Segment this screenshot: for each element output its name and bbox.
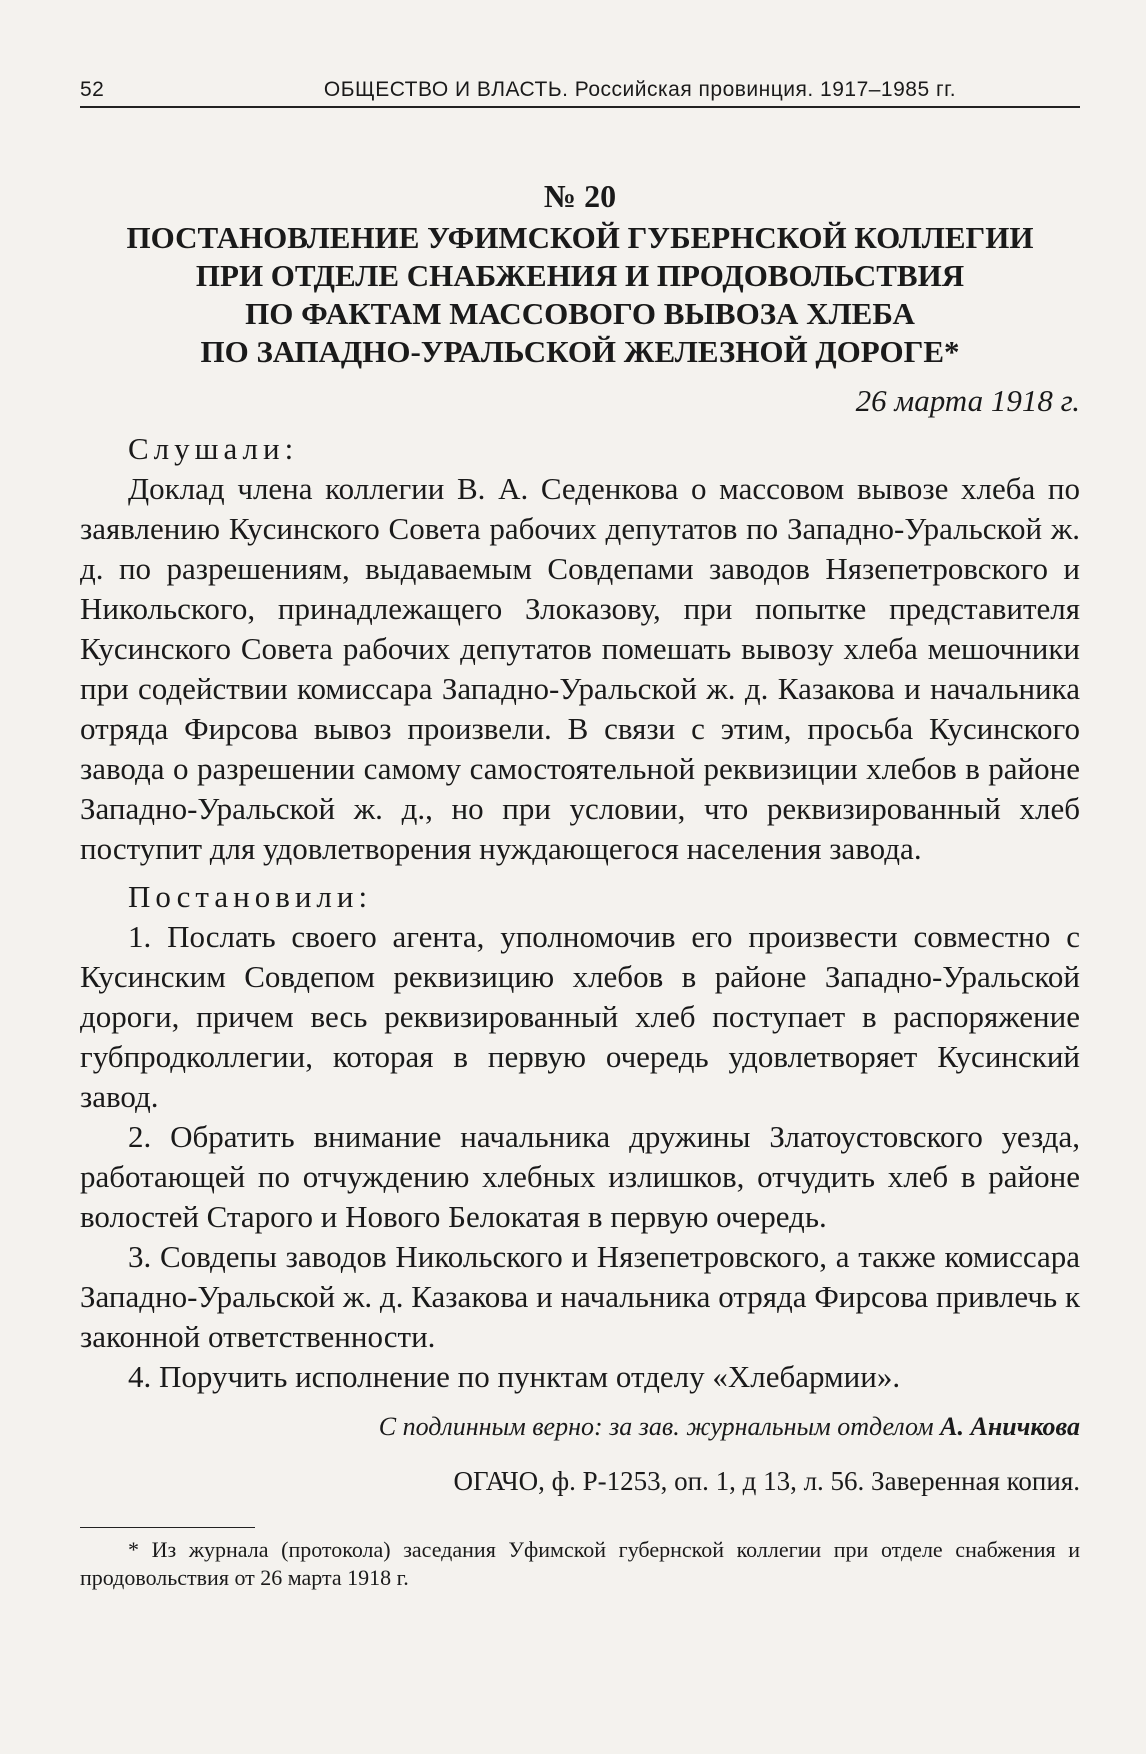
certification-signature	[80, 1407, 1080, 1447]
series-title: ОБЩЕСТВО И ВЛАСТЬ. Российская провинция. 1917–1985 гг.	[323, 78, 957, 101]
title-line: ПОСТАНОВЛЕНИЕ УФИМСКОЙ ГУБЕРНСКОЙ КОЛЛЕГИИ	[126, 220, 1034, 255]
signature-prefix: С подлинным верно: за зав. журнальным отделом	[378, 1412, 934, 1441]
signature-name: А. Аничкова	[940, 1412, 1080, 1441]
resolution-item: 3. Совдепы заводов Никольского и Нязепетровского, а также комиссара Западно-Уральской ж. д. Казакова и начальника отряда Фирсова привлечь к законной ответственности.	[80, 1239, 1080, 1354]
footnote-divider	[80, 1527, 255, 1528]
resolved-heading: Постановили:	[128, 879, 373, 914]
heard-heading: Слушали:	[128, 431, 299, 466]
title-line: ПО ЗАПАДНО-УРАЛЬСКОЙ ЖЕЛЕЗНОЙ ДОРОГЕ*	[200, 334, 960, 369]
document-date: 26 марта 1918 г.	[855, 383, 1080, 418]
title-line: ПО ФАКТАМ МАССОВОГО ВЫВОЗА ХЛЕБА	[245, 296, 915, 331]
resolution-item: 4. Поручить исполнение по пунктам отделу «Хлебармии».	[128, 1359, 901, 1394]
title-line: ПРИ ОТДЕЛЕ СНАБЖЕНИЯ И ПРОДОВОЛЬСТВИЯ	[195, 258, 965, 293]
document-page	[80, 78, 1080, 1592]
running-header	[80, 78, 1080, 108]
resolution-item: 1. Послать своего агента, уполномочив его произвести совместно с Кусинским Совдепом реквизицию хлебов в районе Западно-Уральской дороги, причем весь реквизированный хлеб поступает в распоряжение губпродколлегии, которая в первую очередь удовлетворяет Кусинский завод.	[80, 919, 1080, 1114]
document-title	[80, 219, 1080, 371]
archive-reference: ОГАЧО, ф. Р-1253, оп. 1, д 13, л. 56. Заверенная копия.	[453, 1466, 1080, 1496]
page-number: 52	[80, 78, 105, 101]
heard-text: Доклад члена коллегии В. А. Седенкова о массовом вывозе хлеба по заявлению Кусинского Совета рабочих депутатов по Западно-Уральской ж. д. по разрешениям, выдаваемым Совдепами заводов Нязепетровского и Никольского, принадлежащего Злоказову, при попытке представителя Кусинского Совета рабочих депутатов помешать вывозу хлеба мешочники при содействии комиссара Западно-Уральской ж. д. Казакова и начальника отряда Фирсова вывоз произвели. В связи с этим, просьба Кусинского завода о разрешении самому самостоятельной реквизиции хлебов в районе Западно-Уральской ж. д., но при условии, что реквизированный хлеб поступит для удовлетворения нуждающегося населения завода.	[80, 471, 1080, 866]
resolution-item: 2. Обратить внимание начальника дружины Златоустовского уезда, работающей по отчуждению хлебных излишков, отчудить хлеб в районе волостей Старого и Нового Белокатая в первую очередь.	[80, 1119, 1080, 1234]
document-number: № 20	[543, 178, 617, 214]
footnote: * Из журнала (протокола) заседания Уфимской губернской коллегии при отделе снабжения и продовольствия от 26 марта 1918 г.	[80, 1537, 1080, 1590]
